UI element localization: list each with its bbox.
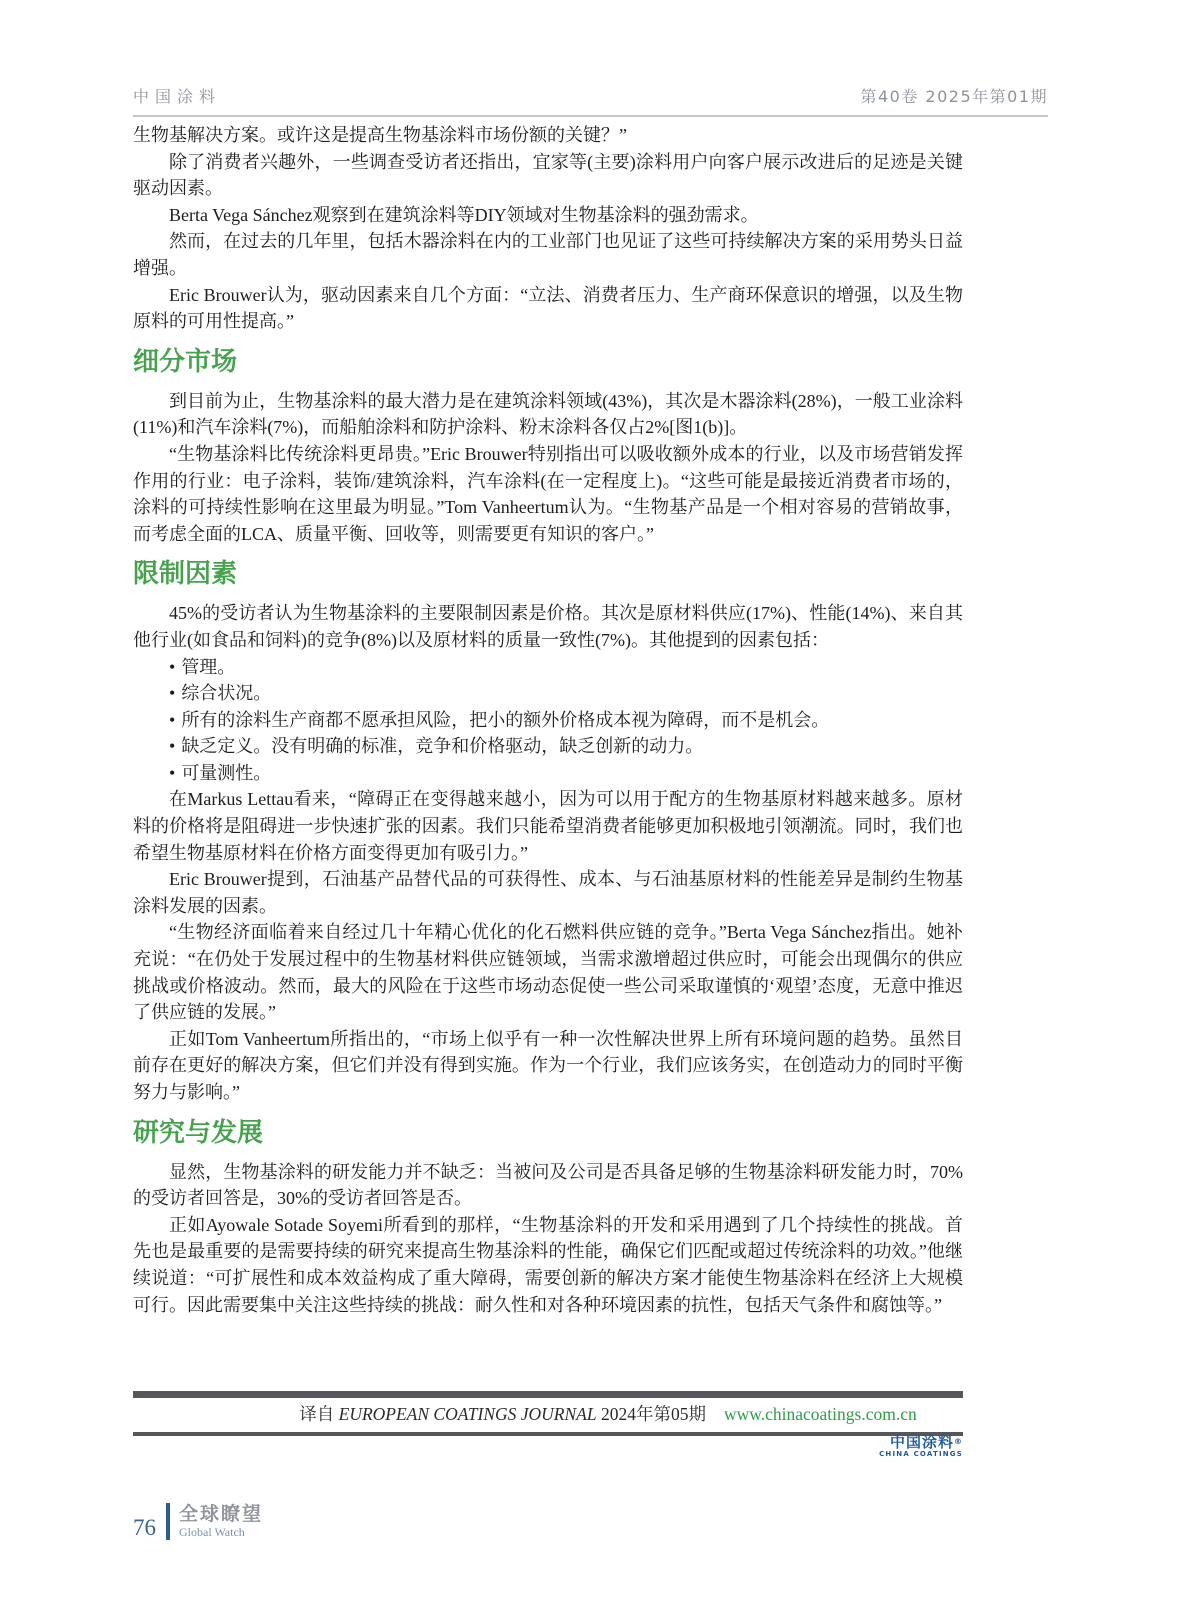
volume-issue-header: 第40卷 2025年第01期 [860,87,1048,106]
paragraph: “生物基涂料比传统涂料更昂贵。”Eric Brouwer特别指出可以吸收额外成本的行业，以及市场营销发挥作用的行业：电子涂料，装饰/建筑涂料，汽车涂料(在一定程度上)。“这些可能是最接近消费者市场的，涂料的可持续性影响在这里最为明显。”Tom Vanheertum认为。“生物基产品是一个相对容易的营销故事，而考虑全面的LCA、质量平衡、回收等，则需要更有知识的客户。” [133,443,963,544]
logo-cn-text [133,1434,963,1450]
section-title-market-segments: 细分市场 [133,346,238,377]
website-link[interactable]: www.chinacoatings.com.cn [723,1404,917,1424]
page-footer [133,1503,263,1540]
china-coatings-logo [133,1434,963,1459]
list-item [133,760,963,787]
paragraph: 生物基解决方案。或许这是提高生物基涂料市场份额的关键？” [133,125,627,145]
list-item [133,654,963,681]
list-item [133,733,963,760]
page-number: 76 [133,1515,156,1540]
column-titles [179,1503,263,1540]
paragraph: 在Markus Lettau看来，“障碍正在变得越来越小，因为可以用于配方的生物基原材料越来越多。原材料的价格将是阻碍进一步快速扩张的因素。我们只能希望消费者能够更加积极地引领潮流。同时，我们也希望生物基原材料在价格方面变得更加有吸引力。” [133,789,963,863]
registered-mark-icon: ® [954,1437,963,1446]
running-header [133,84,1048,117]
column-title-cn: 全球瞭望 [179,1503,264,1525]
list-item [133,680,963,707]
article-body [133,122,963,1318]
paragraph: 到目前为止，生物基涂料的最大潜力是在建筑涂料领域(43%)，其次是木器涂料(28%)，一般工业涂料(11%)和汽车涂料(7%)，而船舶涂料和防护涂料、粉末涂料各仅占2%[图1(b)]。 [133,390,963,438]
bullet-icon: • [169,736,176,757]
source-issue: 2024年第05期 [596,1404,706,1424]
section-title-limiting-factors: 限制因素 [133,559,238,590]
paragraph: Eric Brouwer提到，石油基产品替代品的可获得性、成本、与石油基原材料的性能差异是制约生物基涂料发展的因素。 [133,869,963,916]
paragraph: 显然，生物基涂料的研发能力并不缺乏：当被问及公司是否具备足够的生物基涂料研发能力时，70%的受访者回答是，30%的受访者回答是否。 [133,1161,963,1209]
divider-bar-thick [133,1391,963,1398]
list-item-text: 可量测性。 [181,762,272,783]
column-title-en: Global Watch [179,1525,245,1539]
paragraph: 除了消费者兴趣外，一些调查受访者还指出，宜家等(主要)涂料用户向客户展示改进后的足迹是关键驱动因素。 [133,151,963,199]
footer-divider-rule [166,1503,170,1540]
journal-name-header: 中国涂料 [133,87,222,106]
bullet-icon: • [169,683,176,704]
paragraph: 正如Ayowale Sotade Soyemi所看到的那样，“生物基涂料的开发和采用遇到了几个持续性的挑战。首先也是最重要的是需要持续的研究来提高生物基涂料的性能，确保它们匹配或超过传统涂料的功效。”他继续说道：“可扩展性和成本效益构成了重大障碍，需要创新的解决方案才能使生物基涂料在经济上大规模可行。因此需要集中关注这些持续的挑战：耐久性和对各种环境因素的抗性，包括天气条件和腐蚀等。” [133,1214,963,1315]
paragraph: 然而，在过去的几年里，包括木器涂料在内的工业部门也见证了这些可持续解决方案的采用势头日益增强。 [133,231,963,278]
list-item-text: 所有的涂料生产商都不愿承担风险，把小的额外价格成本视为障碍，而不是机会。 [181,709,830,730]
paragraph: Berta Vega Sánchez观察到在建筑涂料等DIY领域对生物基涂料的强劲需求。 [169,204,759,225]
bullet-icon: • [169,656,176,677]
source-strip [133,1391,963,1436]
list-item-text: 管理。 [181,656,236,677]
paragraph: 45%的受访者认为生物基涂料的主要限制因素是价格。其次是原材料供应(17%)、性能(14%)、来自其他行业(如食品和饲料)的竞争(8%)以及原材料的质量一致性(7%)。其他提到的因素包括： [133,603,963,650]
list-item [133,707,963,734]
paragraph: 正如Tom Vanheertum所指出的，“市场上似乎有一种一次性解决世界上所有环境问题的趋势。虽然目前存在更好的解决方案，但它们并没有得到实施。作为一个行业，我们应该务实，在创造动力的同时平衡努力与影响。” [133,1028,963,1102]
logo-cn-label: 中国涂料 [889,1433,954,1451]
source-line [133,1398,963,1429]
source-journal-name: EUROPEAN COATINGS JOURNAL [338,1404,597,1424]
paragraph: Eric Brouwer认为，驱动因素来自几个方面：“立法、消费者压力、生产商环保意识的增强，以及生物原料的可用性提高。” [133,284,963,332]
section-title-research-development: 研究与发展 [133,1117,264,1148]
paragraph: “生物经济面临着来自经过几十年精心优化的化石燃料供应链的竞争。”Berta Vega Sánchez指出。她补充说：“在仍处于发展过程中的生物基材料供应链领域，当需求激增超过供应时，可能会出现偶尔的供应挑战或价格波动。然而，最大的风险在于这些市场动态促使一些公司采取谨慎的‘观望’态度，无意中推迟了供应链的发展。” [133,922,963,1023]
limiting-factors-list [133,654,963,787]
list-item-text: 综合状况。 [181,683,272,704]
list-item-text: 缺乏定义。没有明确的标准，竞争和价格驱动，缺乏创新的动力。 [181,736,704,757]
source-prefix: 译自 [299,1404,339,1424]
logo-en-text: CHINA COATINGS [879,1450,963,1458]
bullet-icon: • [169,762,176,783]
bullet-icon: • [169,709,176,730]
